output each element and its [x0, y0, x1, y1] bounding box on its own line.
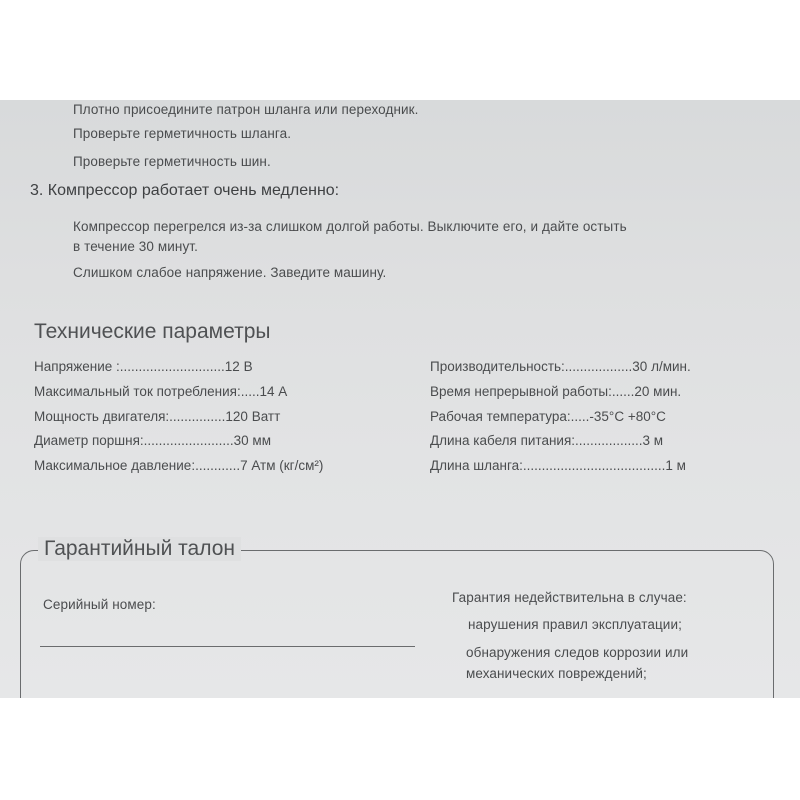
serial-number-field[interactable] [40, 646, 415, 647]
step-3-title: 3. Компрессор работает очень медленно: [30, 182, 340, 199]
spec-right-capacity: Производительность:..................30 л/мин. [430, 359, 691, 374]
step-3-line-3: Слишком слабое напряжение. Заведите машину. [73, 265, 387, 280]
instruction-line-2: Проверьте герметичность шланга. [73, 126, 292, 141]
step-3-line-2: в течение 30 минут. [73, 239, 198, 254]
spec-left-voltage: Напряжение :............................12 В [34, 359, 253, 374]
spec-left-pressure: Максимальное давление:............7 Атм (кг/см²) [34, 458, 324, 473]
step-3-line-1: Компрессор перегрелся из-за слишком долгой работы. Выключите его, и дайте остыть [73, 219, 627, 234]
instruction-line-3: Проверьте герметичность шин. [73, 154, 271, 169]
warranty-title: Гарантийный талон [38, 537, 241, 561]
warranty-invalid-item-1: нарушения правил эксплуатации; [468, 617, 682, 632]
instruction-line-1: Плотно присоедините патрон шланга или переходник. [73, 102, 419, 117]
warranty-invalid-title: Гарантия недействительна в случае: [452, 590, 687, 605]
warranty-invalid-item-2: обнаружения следов коррозии или [466, 645, 689, 660]
spec-right-cable: Длина кабеля питания:..................3 м [430, 433, 664, 448]
specs-title: Технические параметры [34, 320, 271, 343]
document-photo [0, 100, 800, 698]
warranty-invalid-item-3: механических повреждений; [466, 666, 647, 681]
spec-right-runtime: Время непрерывной работы:......20 мин. [430, 384, 682, 399]
spec-right-temperature: Рабочая температура:.....-35°С +80°С [430, 409, 666, 424]
spec-right-hose: Длина шланга:......................................1 м [430, 458, 686, 473]
spec-left-current: Максимальный ток потребления:.....14 А [34, 384, 288, 399]
serial-number-label: Серийный номер: [43, 597, 156, 612]
spec-left-piston: Диаметр поршня:........................30 мм [34, 433, 271, 448]
spec-left-power: Мощность двигателя:...............120 Ватт [34, 409, 281, 424]
